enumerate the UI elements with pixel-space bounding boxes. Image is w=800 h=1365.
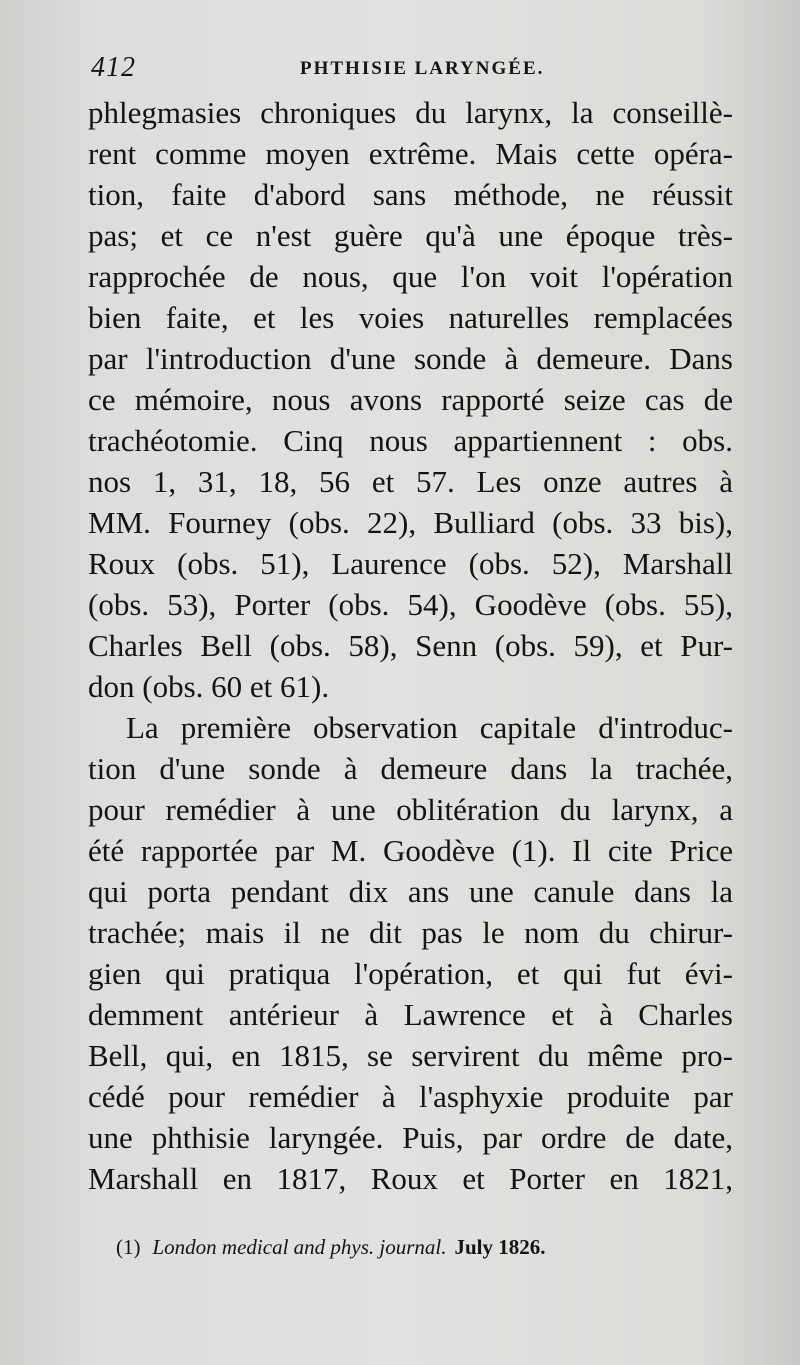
text-line: par l'introduction d'une sonde à demeure. Dans xyxy=(88,341,733,376)
footnote-journal-title: London medical and phys. journal. xyxy=(152,1235,447,1259)
text-line: MM. Fourney (obs. 22), Bulliard (obs. 33 bis), xyxy=(88,505,733,540)
text-line: trachéotomie. Cinq nous appartiennent : obs. xyxy=(88,423,733,458)
text-line: été rapportée par M. Goodève (1). Il cite Price xyxy=(88,833,733,868)
text-line: gien qui pratiqua l'opération, et qui fut évi- xyxy=(88,956,733,991)
text-line: Charles Bell (obs. 58), Senn (obs. 59), et Pur- xyxy=(88,628,733,663)
text-line: Roux (obs. 51), Laurence (obs. 52), Marshall xyxy=(88,546,733,581)
running-title: PHTHISIE LARYNGÉE. xyxy=(300,58,545,79)
text-line: pour remédier à une oblitération du larynx, a xyxy=(88,792,733,827)
footnote-date: July 1826. xyxy=(454,1235,546,1259)
text-line: tion, faite d'abord sans méthode, ne réussit xyxy=(88,177,733,212)
page-header xyxy=(88,52,728,92)
paragraph-first-line: La première observation capitale d'introduc- xyxy=(126,710,733,745)
text-line: don (obs. 60 et 61). xyxy=(88,669,330,704)
text-line: cédé pour remédier à l'asphyxie produite par xyxy=(88,1079,733,1114)
text-line: nos 1, 31, 18, 56 et 57. Les onze autres à xyxy=(88,464,733,499)
text-line: (obs. 53), Porter (obs. 54), Goodève (obs. 55), xyxy=(88,587,733,622)
text-line: rapprochée de nous, que l'on voit l'opération xyxy=(88,259,733,294)
text-line: bien faite, et les voies naturelles remplacées xyxy=(88,300,733,335)
text-line: tion d'une sonde à demeure dans la trachée, xyxy=(88,751,733,786)
text-line: pas; et ce n'est guère qu'à une époque très- xyxy=(88,218,733,253)
body-text xyxy=(88,92,733,1199)
text-line: ce mémoire, nous avons rapporté seize cas de xyxy=(88,382,733,417)
text-line: rent comme moyen extrême. Mais cette opéra- xyxy=(88,136,733,171)
text-line: demment antérieur à Lawrence et à Charles xyxy=(88,997,733,1032)
footnote-marker: (1) xyxy=(116,1235,141,1259)
text-line: Marshall en 1817, Roux et Porter en 1821, xyxy=(88,1161,733,1196)
text-line: trachée; mais il ne dit pas le nom du chirur- xyxy=(88,915,733,950)
text-line: Bell, qui, en 1815, se servirent du même pro- xyxy=(88,1038,733,1073)
text-line: une phthisie laryngée. Puis, par ordre de date, xyxy=(88,1120,733,1155)
text-line: phlegmasies chroniques du larynx, la conseillè- xyxy=(88,95,733,130)
page-number: 412 xyxy=(91,52,136,83)
footnote xyxy=(116,1233,676,1261)
text-line: qui porta pendant dix ans une canule dans la xyxy=(88,874,733,909)
